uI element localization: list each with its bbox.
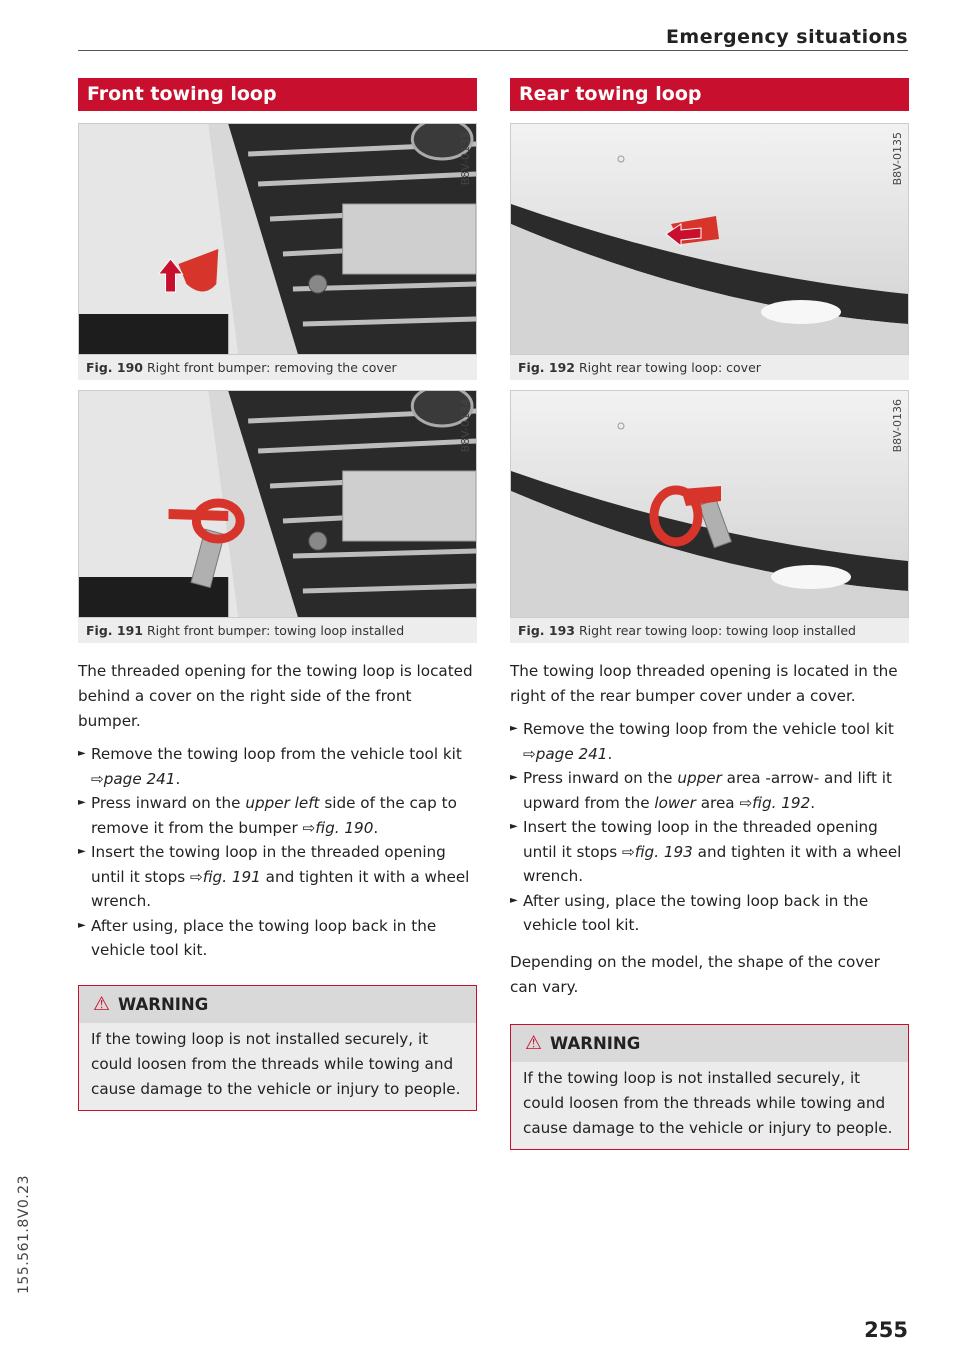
bullet-icon: ► <box>78 748 86 759</box>
list-item: ► Insert the towing loop in the threaded opening until it stops ⇨fig. 193 and tighten it with a wheel wrench. <box>510 815 909 889</box>
page-number: 255 <box>864 1318 908 1342</box>
warning-header: ⚠ WARNING <box>511 1025 908 1062</box>
warning-triangle-icon: ⚠ <box>525 1031 543 1054</box>
chapter-title: Emergency situations <box>665 26 908 48</box>
rear-towing-loop-installed-image <box>511 391 908 617</box>
figure-code: B8V-0133 <box>459 132 472 186</box>
figure-code: B8V-0135 <box>891 132 904 186</box>
front-bumper-cover-image <box>79 124 476 354</box>
header-divider <box>78 50 908 51</box>
figure-label: Fig. 190 <box>86 360 143 375</box>
figure-192 <box>510 123 909 355</box>
intro-paragraph: The towing loop threaded opening is located in the right of the rear bumper cover under a cover. <box>510 662 898 705</box>
model-note: Depending on the model, the shape of the cover can vary. <box>510 952 880 996</box>
figure-reference-link[interactable]: ⇨fig. 190 <box>302 818 374 837</box>
figure-reference-link[interactable]: ⇨fig. 193 <box>622 842 693 861</box>
page-reference-link[interactable]: ⇨page 241 <box>91 769 176 788</box>
document-code: 155.561.8V0.23 <box>16 1175 32 1294</box>
figure-191 <box>78 390 477 618</box>
figure-code: B8V-0136 <box>891 399 904 453</box>
figure-193 <box>510 390 909 618</box>
warning-triangle-icon: ⚠ <box>93 992 111 1015</box>
instruction-list <box>78 742 477 963</box>
figure-190 <box>78 123 477 355</box>
figure-reference-link[interactable]: ⇨fig. 191 <box>190 867 261 886</box>
figure-caption-text: Right rear towing loop: towing loop installed <box>578 623 856 638</box>
intro-paragraph: The threaded opening for the towing loop is located behind a cover on the right side of the front bumper. <box>78 662 473 730</box>
bullet-icon: ► <box>78 797 86 808</box>
section-title-rear: Rear towing loop <box>510 78 909 111</box>
bullet-icon: ► <box>510 821 518 832</box>
right-column <box>510 78 909 1150</box>
list-item: ► Remove the towing loop from the vehicle tool kit ⇨page 241. <box>78 742 477 791</box>
rear-towing-cover-image <box>511 124 908 354</box>
figure-caption-193 <box>510 618 909 643</box>
page-reference-link[interactable]: ⇨page 241 <box>523 744 608 763</box>
figure-label: Fig. 192 <box>518 360 575 375</box>
section-title-front: Front towing loop <box>78 78 477 111</box>
figure-label: Fig. 191 <box>86 623 143 638</box>
bullet-icon: ► <box>510 772 518 783</box>
left-column <box>78 78 477 1111</box>
figure-caption-text: Right front bumper: removing the cover <box>146 360 397 375</box>
bullet-icon: ► <box>78 919 86 931</box>
figure-reference-link[interactable]: ⇨fig. 192 <box>739 793 811 812</box>
warning-header: ⚠ WARNING <box>79 986 476 1023</box>
list-item: ► Remove the towing loop from the vehicle tool kit ⇨page 241. <box>510 717 909 766</box>
bullet-icon: ► <box>78 846 86 857</box>
figure-caption-text: Right rear towing loop: cover <box>578 360 761 375</box>
list-item: ► After using, place the towing loop back in the vehicle tool kit. <box>510 889 909 938</box>
figure-caption-191 <box>78 618 477 643</box>
warning-box <box>78 985 477 1111</box>
warning-text: If the towing loop is not installed securely, it could loosen from the threads while towing and cause damage to the vehicle or injury to people. <box>79 1023 476 1110</box>
front-towing-loop-installed-image <box>79 391 476 617</box>
bullet-icon: ► <box>510 894 518 906</box>
figure-caption-192 <box>510 355 909 380</box>
figure-code: B8V-0134 <box>459 399 472 453</box>
figure-caption-text: Right front bumper: towing loop installed <box>146 623 405 638</box>
warning-text: If the towing loop is not installed securely, it could loosen from the threads while towing and cause damage to the vehicle or injury to people. <box>511 1062 908 1149</box>
list-item: ► Press inward on the upper left side of the cap to remove it from the bumper ⇨fig. 190. <box>78 791 477 840</box>
list-item: ► Press inward on the upper area -arrow- and lift it upward from the lower area ⇨fig. 192. <box>510 766 909 815</box>
figure-caption-190 <box>78 355 477 380</box>
list-item: ► Insert the towing loop in the threaded opening until it stops ⇨fig. 191 and tighten it with a wheel wrench. <box>78 840 477 914</box>
warning-box <box>510 1024 909 1150</box>
instruction-list <box>510 717 909 938</box>
bullet-icon: ► <box>510 723 518 734</box>
list-item: ► After using, place the towing loop back in the vehicle tool kit. <box>78 914 477 963</box>
figure-label: Fig. 193 <box>518 623 575 638</box>
